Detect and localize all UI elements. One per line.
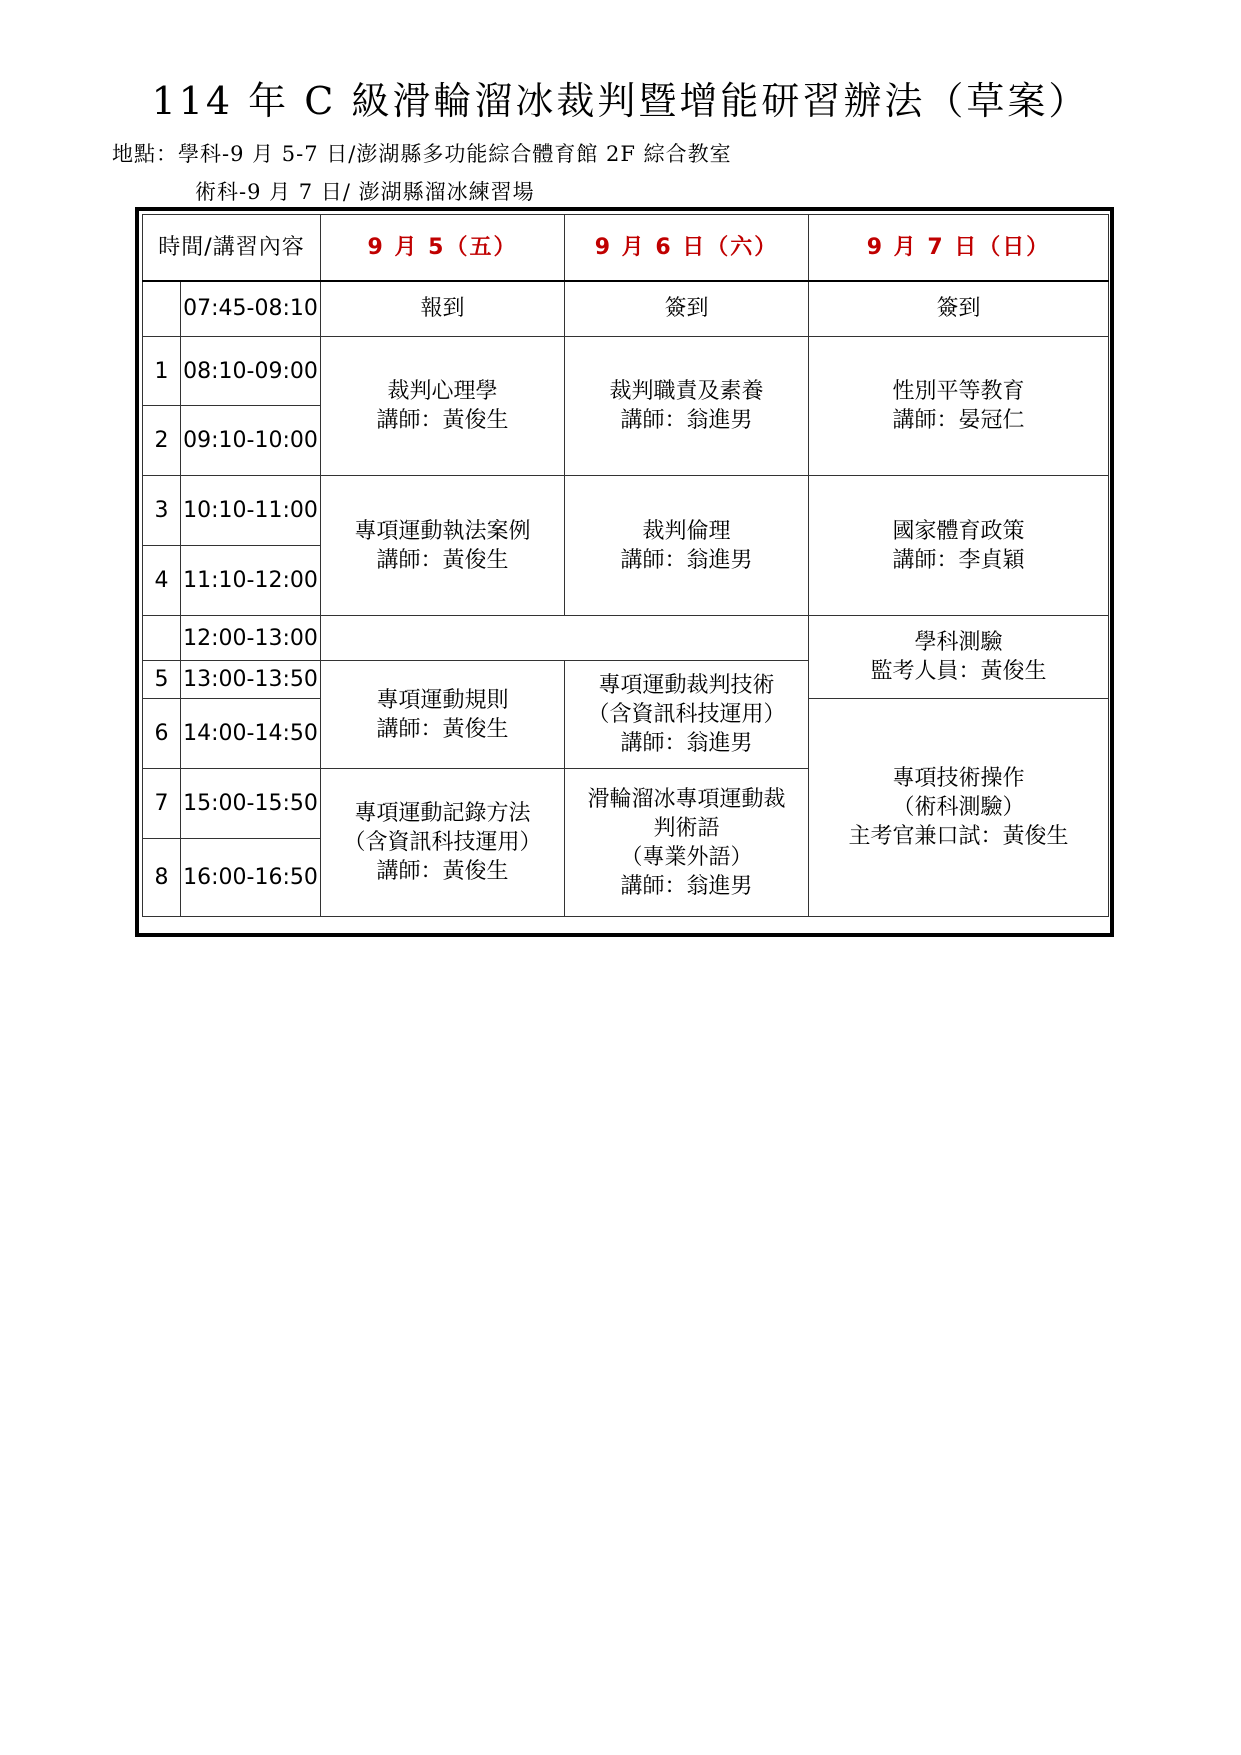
course-cell-day2-block2 bbox=[565, 476, 809, 616]
table-row bbox=[143, 337, 1109, 406]
checkin-day3: 簽到 bbox=[809, 281, 1109, 337]
slot-time: 16:00-16:50 bbox=[181, 839, 321, 917]
slot-number: 6 bbox=[143, 699, 181, 769]
slot-time: 14:00-14:50 bbox=[181, 699, 321, 769]
course-cell-day2-block3 bbox=[565, 661, 809, 769]
lecturer-name: 講師：翁進男 bbox=[620, 873, 753, 899]
course-note: （含資訊科技運用） bbox=[587, 702, 786, 727]
slot-number: 1 bbox=[143, 337, 181, 406]
header-day2: 9 月 6 日（六） bbox=[565, 215, 809, 281]
slot-time: 12:00-13:00 bbox=[181, 616, 321, 661]
course-note: （專業外語） bbox=[620, 844, 753, 870]
lecturer-name: 講師：李貞穎 bbox=[892, 547, 1025, 573]
course-name: 裁判心理學 bbox=[387, 379, 498, 404]
course-name: 性別平等教育 bbox=[892, 379, 1025, 404]
course-cell-day1-block4 bbox=[321, 769, 565, 917]
lunch-break-cell bbox=[321, 616, 809, 661]
slot-number: 2 bbox=[143, 406, 181, 476]
slot-number: 8 bbox=[143, 839, 181, 917]
course-name-line1: 滑輪溜冰專項運動裁 bbox=[587, 786, 786, 812]
exam-cell-day3 bbox=[809, 616, 1109, 699]
header-day1: 9 月 5（五） bbox=[321, 215, 565, 281]
lecturer-name: 講師：晏冠仁 bbox=[892, 408, 1025, 433]
course-name-line2: 判術語 bbox=[653, 815, 720, 841]
course-name: 專項運動規則 bbox=[376, 687, 509, 713]
course-cell-day2-block4 bbox=[565, 769, 809, 917]
lecturer-name: 講師：翁進男 bbox=[620, 547, 753, 573]
slot-number: 5 bbox=[143, 661, 181, 699]
table-row bbox=[143, 281, 1109, 337]
header-day3: 9 月 7 日（日） bbox=[809, 215, 1109, 281]
page-title: 114 年 C 級滑輪溜冰裁判暨增能研習辦法（草案） bbox=[151, 79, 1090, 123]
course-cell-day3-block1 bbox=[809, 337, 1109, 476]
lecturer-name: 講師：黃俊生 bbox=[376, 408, 509, 433]
checkin-day2: 簽到 bbox=[565, 281, 809, 337]
slot-time: 07:45-08:10 bbox=[181, 281, 321, 337]
course-name: 專項運動記錄方法 bbox=[354, 801, 531, 826]
slot-time: 10:10-11:00 bbox=[181, 476, 321, 546]
header-time-label: 時間/講習內容 bbox=[143, 215, 321, 281]
course-name: 專項運動裁判技術 bbox=[598, 673, 775, 698]
practical-name: 專項技術操作 bbox=[892, 766, 1025, 791]
course-cell-day1-block2 bbox=[321, 476, 565, 616]
slot-time: 15:00-15:50 bbox=[181, 769, 321, 839]
location-line-practical: 術科-9 月 7 日/ 澎湖縣溜冰練習場 bbox=[195, 180, 535, 204]
course-name: 國家體育政策 bbox=[892, 518, 1025, 544]
course-cell-day3-block2 bbox=[809, 476, 1109, 616]
schedule-table bbox=[142, 214, 1109, 917]
slot-number bbox=[143, 616, 181, 661]
course-note: （含資訊科技運用） bbox=[343, 830, 542, 855]
slot-number: 3 bbox=[143, 476, 181, 546]
lecturer-name: 講師：翁進男 bbox=[620, 731, 753, 756]
table-row bbox=[143, 616, 1109, 661]
course-cell-day1-block3 bbox=[321, 661, 565, 769]
course-cell-day1-block1 bbox=[321, 337, 565, 476]
slot-number bbox=[143, 281, 181, 337]
exam-name: 學科測驗 bbox=[914, 630, 1003, 655]
slot-number: 7 bbox=[143, 769, 181, 839]
course-cell-day2-block1 bbox=[565, 337, 809, 476]
slot-time: 13:00-13:50 bbox=[181, 661, 321, 699]
practical-cell-day3 bbox=[809, 699, 1109, 917]
slot-time: 08:10-09:00 bbox=[181, 337, 321, 406]
lecturer-name: 講師：黃俊生 bbox=[376, 716, 509, 742]
course-name: 專項運動執法案例 bbox=[354, 518, 531, 544]
proctor-name: 監考人員：黃俊生 bbox=[870, 659, 1047, 684]
slot-time: 11:10-12:00 bbox=[181, 546, 321, 616]
table-row bbox=[143, 476, 1109, 546]
lecturer-name: 講師：翁進男 bbox=[620, 408, 753, 433]
lecturer-name: 講師：黃俊生 bbox=[376, 859, 509, 884]
location-line-theory: 地點：學科-9 月 5-7 日/澎湖縣多功能綜合體育館 2F 綜合教室 bbox=[112, 142, 732, 166]
course-name: 裁判職責及素養 bbox=[609, 379, 764, 404]
practical-note: （術科測驗） bbox=[892, 795, 1025, 820]
examiner-name: 主考官兼口試：黃俊生 bbox=[848, 824, 1069, 849]
slot-time: 09:10-10:00 bbox=[181, 406, 321, 476]
lecturer-name: 講師：黃俊生 bbox=[376, 547, 509, 573]
course-name: 裁判倫理 bbox=[642, 518, 731, 544]
slot-number: 4 bbox=[143, 546, 181, 616]
checkin-day1: 報到 bbox=[321, 281, 565, 337]
table-header-row bbox=[143, 215, 1109, 281]
